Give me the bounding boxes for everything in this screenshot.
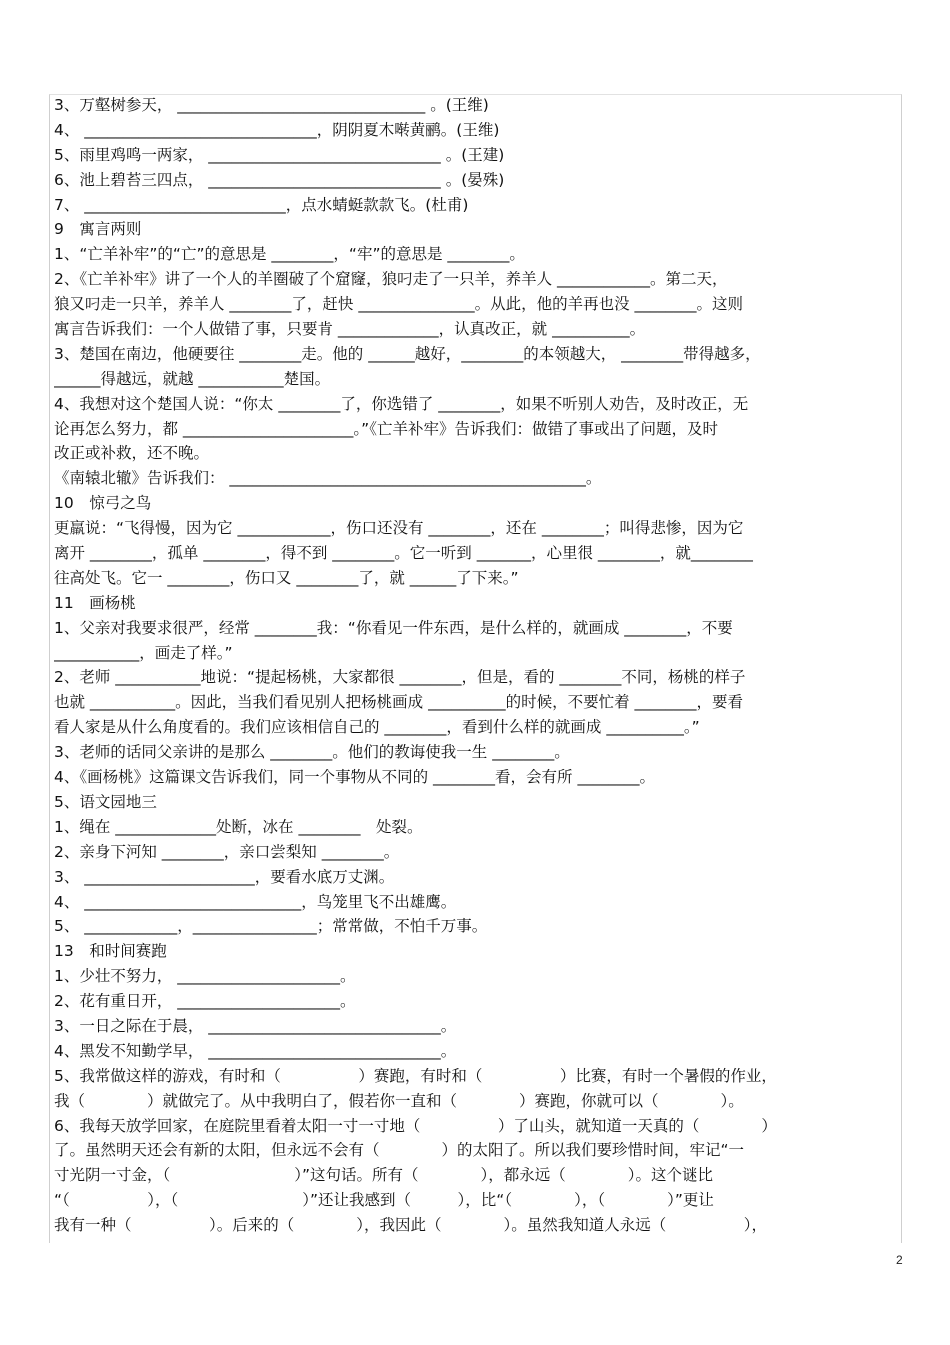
- text-line: 1、少壮不努力， _____________________。: [54, 967, 356, 986]
- text-line: 1、“亡羊补牢”的“亡”的意思是 ________，“牢”的意思是 ________。: [54, 245, 525, 264]
- text-line: “（ ），（ ）”还让我感到（ ），比“（ ），（ ）”更让: [54, 1191, 714, 1210]
- text-line: 6、我每天放学回家，在庭院里看着太阳一寸一寸地（ ）了山头，就知道一天真的（ ）: [54, 1116, 777, 1135]
- text-line: 我有一种（ ）。后来的（ ），我因此（ ）。虽然我知道人永远（ ），: [54, 1216, 768, 1235]
- text-line: 5、雨里鸡鸣一两家， ______________________________ 。(王建): [54, 145, 505, 164]
- text-line: 狼又叼走一只羊，养羊人 ________了，赶快 _______________。从此，他的羊再也没 ________。这则: [54, 295, 744, 314]
- text-line: 3、老师的话同父亲讲的是那么 ________。他们的教诲使我一生 ________。: [54, 743, 570, 762]
- text-line: 看人家是从什么角度看的。我们应该相信自己的 ________，看到什么样的就画成 __________。”: [54, 718, 700, 737]
- text-line: 5、我常做这样的游戏，有时和（ ）赛跑，有时和（ ）比赛，有时一个暑假的作业，: [54, 1066, 777, 1085]
- text-line: 3、万壑树参天， ________________________________ 。(王维): [54, 96, 489, 114]
- text-line: 3、 ______________________，要看水底万丈渊。: [54, 867, 395, 886]
- text-line: 寓言告诉我们：一个人做错了事，只要肯 _____________，认真改正，就 __________。: [54, 320, 646, 339]
- text-line: 2、《亡羊补牢》讲了一个人的羊圈破了个窟窿，狼叼走了一只羊，养羊人 ____________。第二天，: [54, 270, 728, 289]
- text-line: 4、《画杨桃》这篇课文告诉我们，同一个事物从不同的 ________看，会有所 ________。: [54, 768, 655, 787]
- text-line: 论再怎么努力，都 ______________________。”《亡羊补牢》告诉我们：做错了事或出了问题，及时: [54, 419, 718, 438]
- text-line: 我（ ）就做完了。从中我明白了，假若你一直和（ ）赛跑，你就可以（ ）。: [54, 1091, 744, 1110]
- text-line: 3、一日之际在于晨， ______________________________。: [54, 1016, 457, 1035]
- text-line: 4、我想对这个楚国人说：“你太 ________了，你选错了 ________，如果不听别人劝告，及时改正，无: [54, 394, 749, 413]
- text-line: 5、 ____________，________________；常常做，不怕千万事。: [54, 917, 488, 936]
- text-line: 4、 ______________________________，阴阴夏木啭黄鹂。(王维): [54, 120, 500, 139]
- text-line: 6、池上碧苔三四点， ______________________________ 。(晏殊): [54, 170, 505, 189]
- text-line: 也就 ___________。因此，当我们看见别人把杨桃画成 __________的时候，不要忙着 ________，要看: [54, 693, 744, 712]
- text-line: 往高处飞。它一 ________，伤口又 ________了，就 ______了下来。”: [54, 568, 519, 587]
- section-heading: 9 寓言两则: [54, 220, 142, 239]
- text-line: 2、花有重日开， _____________________。: [54, 992, 356, 1011]
- section-heading: 10 惊弓之鸟: [54, 494, 152, 513]
- text-line: 4、 ____________________________，鸟笼里飞不出雄鹰。: [54, 892, 457, 911]
- text-line: 3、楚国在南边，他硬要往 ________走。他的 ______越好，________的本领越大， ________带得越多，: [54, 344, 761, 363]
- text-line: 2、亲身下河知 ________，亲口尝梨知 ________。: [54, 842, 400, 861]
- text-line: 更羸说：“飞得慢，因为它 ____________，伤口还没有 ________，还在 ________；叫得悲惨，因为它: [54, 519, 744, 538]
- text-line: 1、绳在 _____________处断，冰在 ________ 处裂。: [54, 817, 423, 836]
- text-line: 7、 __________________________，点水蜻蜓款款飞。(杜甫): [54, 195, 469, 214]
- text-line: 2、老师 ___________地说：“提起杨桃，大家都很 ________，但是，看的 ________不同，杨桃的样子: [54, 668, 746, 687]
- text-line: ______得越远，就越 ___________楚国。: [54, 369, 331, 388]
- text-line: 1、父亲对我要求很严，经常 ________我：“你看见一件东西，是什么样的，就画成 ________，不要: [54, 618, 733, 637]
- section-heading: 13 和时间赛跑: [54, 942, 167, 961]
- text-line: 4、黑发不知勤学早， ______________________________。: [54, 1041, 457, 1060]
- page-number: 2: [896, 1253, 903, 1267]
- section-heading: 11 画杨桃: [54, 593, 136, 612]
- text-line: 离开 ________，孤单 ________，得不到 ________。它一听到 _______，心里很 ________，就________: [54, 544, 753, 563]
- text-line: 改正或补救，还不晚。: [54, 444, 210, 463]
- document-body: [54, 93, 896, 1238]
- text-line: ___________，画走了样。”: [54, 643, 233, 662]
- text-line: 《南辕北辙》告诉我们： ______________________________________________。: [54, 469, 602, 488]
- text-line: 寸光阴一寸金，（ ）”这句话。所有（ ），都永远（ ）。这个谜比: [54, 1166, 714, 1185]
- section-heading: 5、语文园地三: [54, 792, 157, 811]
- text-line: 了。虽然明天还会有新的太阳，但永远不会有（ ）的太阳了。所以我们要珍惜时间，牢记“一: [54, 1141, 745, 1160]
